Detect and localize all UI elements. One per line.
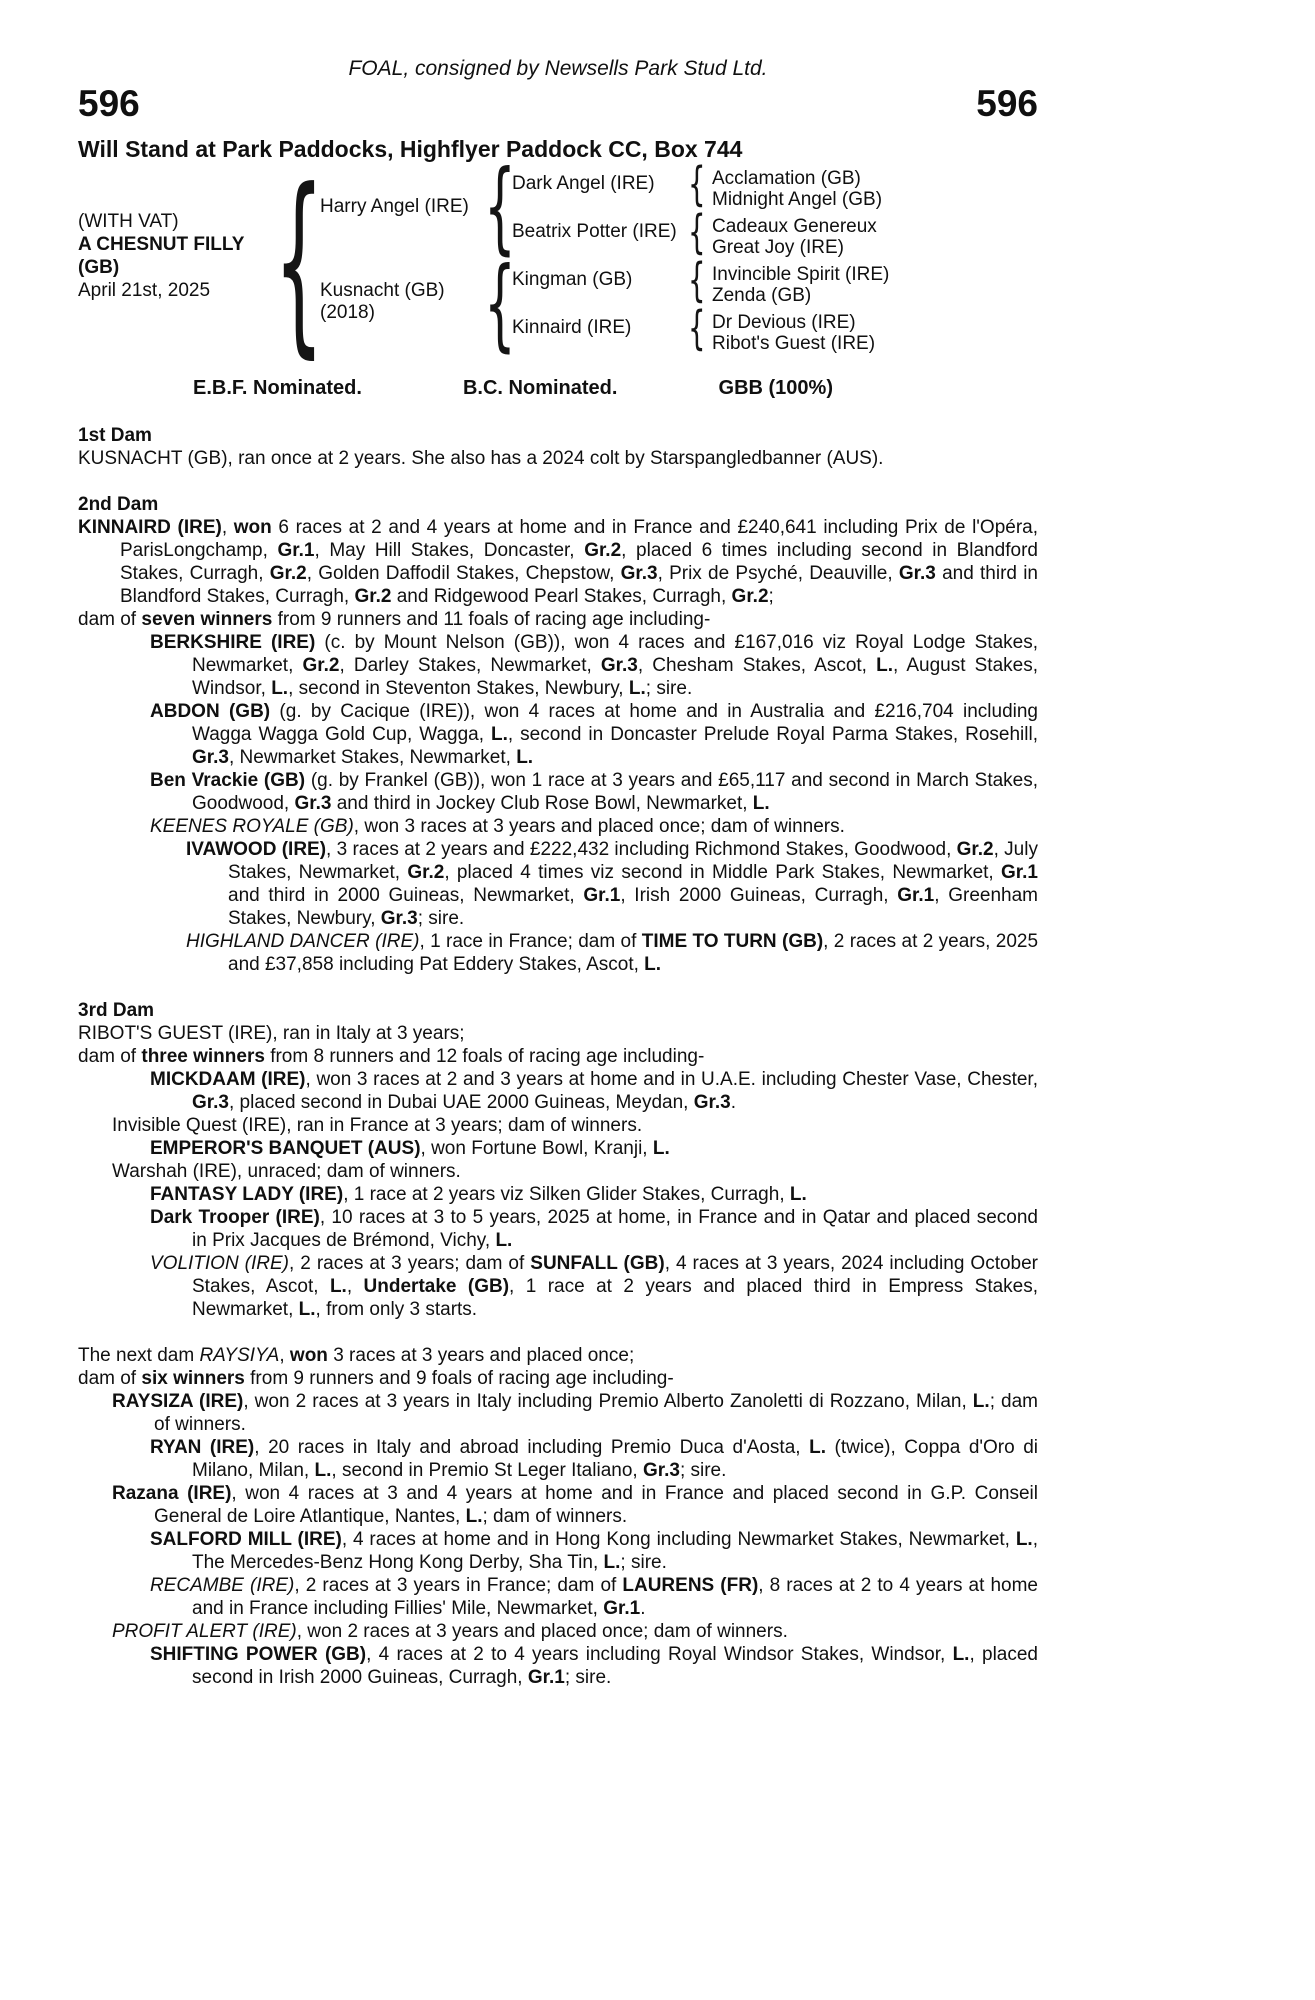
text-segment: L. (789, 1184, 807, 1205)
text-segment: ; sire. (417, 908, 465, 929)
text-segment: , won 2 races at 3 years in Italy including Premio Alberto Zanoletti di Rozzano, Milan, (243, 1391, 973, 1412)
grandsire-name: Kingman (GB) (512, 269, 633, 290)
text-segment: (g. by Cacique (IRE)), won 4 races at home and in Australia and £216,704 including Wagga Wagga Gold Cup, Wagga, (192, 701, 1038, 745)
text-segment: Gr.1 (277, 540, 315, 561)
pedigree-paragraph (78, 1252, 1038, 1321)
text-segment: from 9 runners and 11 foals of racing age including- (272, 609, 711, 630)
stand-location-line: Will Stand at Park Paddocks, Highflyer Paddock CC, Box 744 (78, 136, 743, 162)
text-segment: ; sire. (645, 678, 693, 699)
text-segment: FANTASY LADY (IRE) (150, 1184, 344, 1205)
text-segment: SUNFALL (GB) (530, 1253, 665, 1274)
pedigree-paragraph (78, 769, 1038, 815)
pedigree-paragraph (78, 631, 1038, 700)
dam-section (78, 1344, 1038, 1689)
text-segment: ; sire. (564, 1667, 612, 1688)
text-segment: Gr.3 (294, 793, 332, 814)
text-segment: , won 2 races at 3 years and placed once; dam of winners. (296, 1621, 788, 1642)
dam-block (320, 280, 495, 324)
granddam-name: Kinnaird (IRE) (512, 317, 632, 338)
text-segment: , 10 races at 3 to 5 years, 2025 at home, in France and in Qatar and placed second in Prix Jacques de Brémond, Vichy, (192, 1207, 1038, 1251)
text-segment: , (279, 1345, 290, 1366)
text-segment: , second in Doncaster Prelude Royal Parma Stakes, Rosehill, (507, 724, 1038, 745)
text-segment: won (233, 517, 272, 538)
text-segment: L. (298, 1299, 316, 1320)
text-segment: . (640, 1598, 646, 1619)
bc-nominated-label: B.C. Nominated. (462, 377, 618, 399)
text-segment: 3 races at 3 years and placed once; (327, 1345, 635, 1366)
text-segment: L. (628, 678, 646, 699)
nominations-row (193, 376, 833, 400)
pedigree-paragraph (78, 447, 1038, 470)
text-segment: L. (465, 1506, 483, 1527)
pedigree-paragraph (78, 1367, 1038, 1390)
text-segment: from 9 runners and 9 foals of racing age including- (244, 1368, 674, 1389)
text-segment: KINNAIRD (IRE) (78, 517, 222, 538)
subject-suffix: (GB) (78, 257, 120, 278)
great-grandparent-name: Dr Devious (IRE) (712, 312, 856, 333)
text-segment: , 4 races at 2 to 4 years including Royal Windsor Stakes, Windsor, (366, 1644, 953, 1665)
dam-section-heading: 1st Dam (78, 425, 152, 446)
text-segment: Warshah (IRE), unraced; dam of winners. (112, 1161, 461, 1182)
text-segment: TIME TO TURN (GB) (641, 931, 824, 952)
pedigree-paragraph (78, 1160, 1038, 1183)
gbb-label: GBB (100%) (718, 377, 833, 399)
pedigree-paragraph (78, 1137, 1038, 1160)
text-segment: The next dam (78, 1345, 200, 1366)
text-segment: Gr.1 (897, 885, 935, 906)
text-segment: Gr.1 (1001, 862, 1038, 883)
text-segment: ; sire. (620, 1552, 667, 1573)
text-segment: , 20 races in Italy and abroad including Premio Duca d'Aosta, (254, 1437, 810, 1458)
text-segment: , won 3 races at 2 and 3 years at home and in U.A.E. including Chester Vase, Chester, (305, 1069, 1038, 1090)
text-segment: , 1 race in France; dam of (419, 931, 642, 952)
pedigree-paragraph (78, 1045, 1038, 1068)
text-segment: L. (314, 1460, 332, 1481)
text-segment: , won Fortune Bowl, Kranji, (420, 1138, 653, 1159)
great-grandparent-name: Acclamation (GB) (712, 168, 861, 189)
text-segment: , 1 race at 2 years and placed third in Empress Stakes, Newmarket, (192, 1276, 1039, 1320)
text-segment: Gr.3 (192, 1092, 229, 1113)
text-segment: six winners (141, 1368, 245, 1389)
text-segment: Gr.3 (693, 1092, 731, 1113)
text-segment: L. (271, 678, 289, 699)
text-segment: Dark Trooper (IRE) (150, 1207, 320, 1228)
text-segment: dam of (78, 1368, 142, 1389)
text-segment: , Greenham Stakes, Newbury, (228, 885, 1038, 929)
text-segment: , 2 races at 3 years in France; dam of (294, 1575, 623, 1596)
text-segment: SALFORD MILL (IRE) (150, 1529, 342, 1550)
text-segment: BERKSHIRE (IRE) (150, 632, 316, 653)
pedigree-paragraph (78, 1436, 1038, 1482)
text-segment: L. (809, 1437, 826, 1458)
text-segment: Gr.2 (354, 586, 392, 607)
pedigree-sections (78, 424, 1038, 1689)
text-segment: (twice), Coppa d'Oro di Milano, Milan, (192, 1437, 1039, 1481)
text-segment: KUSNACHT (GB), ran once at 2 years. She also has a 2024 colt by Starspangledbanner (AUS). (78, 448, 884, 469)
text-segment: KEENES ROYALE (GB) (150, 816, 354, 837)
dam-section (78, 424, 1038, 470)
dam-year: (2018) (320, 302, 375, 323)
text-segment: EMPEROR'S BANQUET (AUS) (150, 1138, 421, 1159)
pedigree-paragraph (78, 815, 1038, 838)
text-segment: Ben Vrackie (GB) (150, 770, 306, 791)
pedigree-paragraph (78, 1068, 1038, 1114)
pedigree-paragraph (78, 1183, 1038, 1206)
text-segment: and third in Blandford Stakes, Curragh, (120, 563, 1038, 607)
dam-section (78, 493, 1038, 976)
text-segment: from 8 runners and 12 foals of racing age including- (264, 1046, 705, 1067)
text-segment: , won 3 races at 3 years and placed once; dam of winners. (353, 816, 845, 837)
text-segment: , second in Premio St Leger Italiano, (331, 1460, 643, 1481)
text-segment: Gr.2 (269, 563, 307, 584)
pedigree-brace: { (688, 301, 706, 355)
text-segment: LAURENS (FR) (622, 1575, 759, 1596)
dam-name: Kusnacht (GB) (320, 280, 445, 301)
text-segment: ABDON (GB) (150, 701, 271, 722)
text-segment: Gr.1 (583, 885, 621, 906)
text-segment: Gr.3 (600, 655, 638, 676)
grandsire-name: Dark Angel (IRE) (512, 173, 655, 194)
text-segment: L. (876, 655, 893, 676)
text-segment: ; dam of winners. (482, 1506, 628, 1527)
text-segment: Gr.1 (527, 1667, 565, 1688)
text-segment: , 2 races at 3 years; dam of (289, 1253, 531, 1274)
text-segment: RIBOT'S GUEST (IRE), ran in Italy at 3 years; (78, 1023, 465, 1044)
great-grandparent-name: Zenda (GB) (712, 285, 812, 306)
pedigree-brace: { (484, 245, 516, 362)
pedigree-paragraph (78, 1482, 1038, 1528)
text-segment: L. (491, 724, 508, 745)
text-segment: , 8 races at 2 to 4 years at home and in France including Fillies' Mile, Newmarket, (192, 1575, 1038, 1619)
text-segment: 6 races at 2 and 4 years at home and in France and £240,641 including Prix de l'Opéra, ParisLongchamp, (120, 517, 1038, 561)
pedigree-paragraph (78, 700, 1038, 769)
pedigree-brace: { (484, 148, 516, 265)
dam-section-heading: 3rd Dam (78, 1000, 155, 1021)
pedigree-paragraph (78, 1344, 1038, 1367)
pedigree-paragraph (78, 1206, 1038, 1252)
text-segment: Undertake (GB) (363, 1276, 510, 1297)
text-segment: , 1 race at 2 years viz Silken Glider Stakes, Curragh, (343, 1184, 790, 1205)
text-segment: , 2 races at 2 years, 2025 and £37,858 including Pat Eddery Stakes, Ascot, (228, 931, 1039, 975)
text-segment: HIGHLAND DANCER (IRE) (186, 931, 420, 952)
text-segment: L. (752, 793, 770, 814)
text-segment: Gr.3 (620, 563, 658, 584)
text-segment: , 3 races at 2 years and £222,432 including Richmond Stakes, Goodwood, (326, 839, 957, 860)
text-segment: . (730, 1092, 736, 1113)
pedigree-brace: { (688, 205, 706, 259)
text-segment: L. (329, 1276, 347, 1297)
subject-block (78, 210, 293, 302)
pedigree-brace: { (688, 157, 706, 211)
pedigree-paragraph (78, 1574, 1038, 1620)
great-grandparent-name: Ribot's Guest (IRE) (712, 333, 876, 354)
pedigree-paragraph (78, 1114, 1038, 1137)
sire-name: Harry Angel (IRE) (320, 196, 469, 217)
pedigree-paragraph (78, 838, 1038, 930)
text-segment: and third in Jockey Club Rose Bowl, Newmarket, (331, 793, 753, 814)
text-segment: ; dam of winners. (154, 1391, 1038, 1435)
text-segment: and third in 2000 Guineas, Newmarket, (228, 885, 584, 906)
text-segment: , May Hill Stakes, Doncaster, (314, 540, 585, 561)
pedigree-paragraph (78, 1022, 1038, 1045)
text-segment: VOLITION (IRE) (150, 1253, 290, 1274)
text-segment: seven winners (141, 609, 273, 630)
pedigree-paragraph (78, 1528, 1038, 1574)
foal-date: April 21st, 2025 (78, 280, 211, 301)
text-segment: L. (495, 1230, 513, 1251)
text-segment: , Prix de Psyché, Deauville, (657, 563, 899, 584)
text-segment: , Chesham Stakes, Ascot, (637, 655, 877, 676)
text-segment: , 4 races at 3 years, 2024 including October Stakes, Ascot, (192, 1253, 1039, 1297)
vat-note: (WITH VAT) (78, 211, 179, 232)
text-segment: L. (644, 954, 662, 975)
lot-number-row (78, 84, 1038, 124)
pedigree-paragraph (78, 930, 1038, 976)
text-segment: RECAMBE (IRE) (150, 1575, 295, 1596)
text-segment: won (289, 1345, 328, 1366)
great-grandparent-name: Cadeaux Genereux (712, 216, 877, 237)
text-segment: SHIFTING POWER (GB) (150, 1644, 367, 1665)
text-segment: Gr.3 (898, 563, 936, 584)
great-grandparent-name: Great Joy (IRE) (712, 237, 844, 258)
pedigree-paragraph (78, 608, 1038, 631)
text-segment: (c. by Mount Nelson (GB)), won 4 races and £167,016 viz Royal Lodge Stakes, Newmarket, (192, 632, 1038, 676)
text-segment: Gr.3 (642, 1460, 680, 1481)
text-segment: PROFIT ALERT (IRE) (112, 1621, 297, 1642)
text-segment: Gr.2 (731, 586, 769, 607)
text-segment: ; sire. (679, 1460, 727, 1481)
text-segment: L. (952, 1644, 970, 1665)
text-segment: RAYSIYA (199, 1345, 280, 1366)
text-segment: L. (603, 1552, 621, 1573)
text-segment: IVAWOOD (IRE) (186, 839, 327, 860)
great-grandparent-name: Invincible Spirit (IRE) (712, 264, 890, 285)
text-segment: MICKDAAM (IRE) (150, 1069, 306, 1090)
great-grandparent-name: Midnight Angel (GB) (712, 189, 883, 210)
text-segment: three winners (141, 1046, 265, 1067)
text-segment: , placed second in Irish 2000 Guineas, Curragh, (192, 1644, 1038, 1688)
text-segment: L. (1015, 1529, 1033, 1550)
text-segment: L. (652, 1138, 670, 1159)
text-segment: L. (516, 747, 534, 768)
text-segment: , second in Steventon Stakes, Newbury, (288, 678, 629, 699)
page-content (78, 56, 1038, 1689)
lot-number-left: 596 (78, 83, 140, 124)
text-segment: , placed 6 times including second in Blandford Stakes, Curragh, (120, 540, 1038, 584)
text-segment: , from only 3 starts. (315, 1299, 478, 1320)
dam-section-heading: 2nd Dam (78, 494, 159, 515)
text-segment: , placed 4 times viz second in Middle Park Stakes, Newmarket, (444, 862, 1002, 883)
pedigree-brace: { (688, 253, 706, 307)
text-segment: , Irish 2000 Guineas, Curragh, (620, 885, 898, 906)
text-segment: (g. by Frankel (GB)), won 1 race at 3 years and £65,117 and second in March Stakes, Goodwood, (192, 770, 1039, 814)
text-segment: , won 4 races at 3 and 4 years at home and in France and placed second in G.P. Conseil General de Loire Atlantique, Nantes, (154, 1483, 1039, 1527)
text-segment: dam of (78, 1046, 142, 1067)
text-segment: Gr.1 (603, 1598, 641, 1619)
text-segment: , Newmarket Stakes, Newmarket, (228, 747, 517, 768)
text-segment: and Ridgewood Pearl Stakes, Curragh, (391, 586, 732, 607)
text-segment: Invisible Quest (IRE), ran in France at 3 years; dam of winners. (112, 1115, 643, 1136)
pedigree-brace: { (274, 148, 324, 376)
text-segment: , Darley Stakes, Newmarket, (339, 655, 601, 676)
text-segment: Gr.3 (192, 747, 229, 768)
text-segment: RYAN (IRE) (150, 1437, 255, 1458)
ebf-nominated-label: E.B.F. Nominated. (193, 377, 362, 399)
text-segment: L. (972, 1391, 990, 1412)
dam-section (78, 999, 1038, 1321)
text-segment: , Golden Daffodil Stakes, Chepstow, (306, 563, 621, 584)
text-segment: dam of (78, 609, 142, 630)
text-segment: , (346, 1276, 364, 1297)
text-segment: RAYSIZA (IRE) (112, 1391, 244, 1412)
subject-name: A CHESNUT FILLY (78, 234, 245, 255)
text-segment: Gr.2 (956, 839, 994, 860)
text-segment: Razana (IRE) (112, 1483, 232, 1504)
text-segment: Gr.3 (380, 908, 418, 929)
pedigree-paragraph (78, 1390, 1038, 1436)
text-segment: , August Stakes, Windsor, (192, 655, 1038, 699)
text-segment: , placed second in Dubai UAE 2000 Guineas, Meydan, (228, 1092, 694, 1113)
text-segment: , (221, 517, 234, 538)
text-segment: , The Mercedes-Benz Hong Kong Derby, Sha Tin, (192, 1529, 1038, 1573)
granddam-name: Beatrix Potter (IRE) (512, 221, 677, 242)
pedigree-paragraph (78, 1620, 1038, 1643)
lot-number-right: 596 (976, 83, 1038, 124)
text-segment: Gr.2 (407, 862, 445, 883)
text-segment: ; (768, 586, 774, 607)
pedigree-paragraph (78, 1643, 1038, 1689)
consignor-line: FOAL, consigned by Newsells Park Stud Ltd. (348, 57, 768, 80)
pedigree-paragraph (78, 516, 1038, 608)
text-segment: , 4 races at home and in Hong Kong including Newmarket Stakes, Newmarket, (341, 1529, 1016, 1550)
text-segment: Gr.2 (302, 655, 340, 676)
text-segment: , July Stakes, Newmarket, (228, 839, 1038, 883)
text-segment: Gr.2 (584, 540, 622, 561)
